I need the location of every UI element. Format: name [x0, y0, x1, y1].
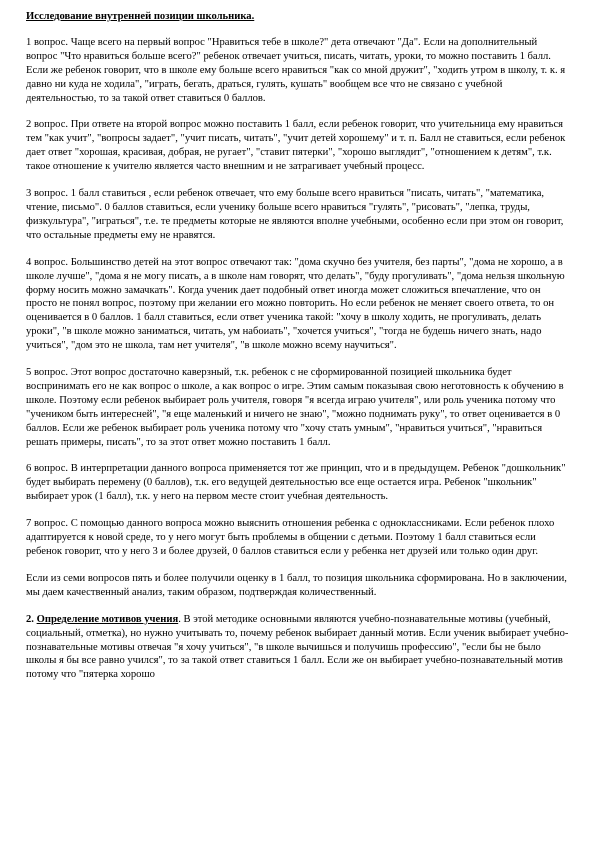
- section-2-number: 2.: [26, 613, 34, 625]
- paragraph-question-3: 3 вопрос. 1 балл ставиться , если ребенок отвечает, что ему больше всего нравиться "писать, читать", "математика, чтение, письмо". 0 баллов ставиться, если ученику больше всего нравиться "гулять", "рисовать", "лепка, труды, физкультура", "играться", т.е. те предметы которые не являются вполне учебными, особенно если при этом он говорит, что остальные предметы ему не нравятся.: [26, 188, 564, 241]
- paragraph-conclusion: Если из семи вопросов пять и более получили оценку в 1 балл, то позиция школьника сформирована. Но в заключении, мы даем качественный анализ, таким образом, подтверждая количественный.: [26, 572, 567, 598]
- section-2-heading: Определение мотивов учения: [36, 613, 179, 625]
- section-2-paragraph: [26, 613, 571, 683]
- document-title: Исследование внутренней позиции школьника.: [26, 11, 255, 22]
- paragraph-question-1: 1 вопрос. Чаще всего на первый вопрос "Нравиться тебе в школе?" дета отвечают "Да". Если на дополнительный вопрос "Что нравиться больше всего?" ребенок отвечает учиться, писать, читать, уроки, то можно поставить 1 балл. Если же ребенок говорит, что в школе ему больше всего нравиться "как со мной дружит", "ходить утром в школу, т. к. я давно ни куда не ходила", "играть, бегать, драться, гулять, кушать" вообщем все что не связано с учебной деятельностью, то за такой ответ ставиться 0 баллов.: [26, 36, 566, 104]
- document-page: [26, 10, 571, 682]
- paragraph-question-5: 5 вопрос. Этот вопрос достаточно каверзный, т.к. ребенок с не сформированной позицией школьника будет воспринимать его не как вопрос о школе, а как вопрос о игре. Этим самым показывая свою неготовность к обучению в школе. Поэтому если ребенок выбирает роль учителя, говоря "я всегда играю учителя", или роль ученика потому что "учеником быть интересней", "я еще маленький и ничего не знаю", "можно поднимать руку", то ответ оценивается в 0 баллов. Если же ребенок выбирает роль ученика потому что "хочу стать умным", "нравиться учиться", "нравиться решать примеры, писать", то за этот ответ можно поставить 1 балл.: [26, 367, 564, 448]
- paragraph-question-2: 2 вопрос. При ответе на второй вопрос можно поставить 1 балл, если ребенок говорит, что учительница ему нравиться тем "как учит", "вопросы задает", "учит писать, читать", "учит детей хорошему" и т. п. Балл не ставиться, если ребенок дает ответ "хорошая, красивая, добрая, не ругает", "ставит пятерки", "хорошо выглядит", "отношением к детям", т.к. такое отношение к учителю является часто внешним и не затрагивает учебный процесс.: [26, 119, 566, 173]
- section-2-text: . В этой методике основными являются учебно-познавательные мотивы (учебный, социальный, отметка), но нужно учитывать то, почему ребенок выбирает данный мотив. Если ученик выбирает учебно-познавательные мотивы отвечая "я хочу учиться", "в школе вычишься и получишь профессию", "если бы не было школы я бы все равно учился", то за такой ответ ставиться 1 балл. Если же он выбирает учебно-познавательный мотив потому что "пятерка хорошо: [26, 613, 569, 681]
- paragraph-question-6: 6 вопрос. В интерпретации данного вопроса применяется тот же принцип, что и в предыдущем. Ребенок "дошкольник" будет выбирать перемену (0 баллов), т.к. его ведущей деятельностью все еще остается игра. Ребенок "школьник" выбирает урок (1 балл), т.к. у него на первом месте стоит учебная деятельность.: [26, 463, 566, 503]
- paragraph-question-4: 4 вопрос. Большинство детей на этот вопрос отвечают так: "дома скучно без учителя, без парты", "дома не хорошо, а в школе лучше", "дома я не могу писать, а в школе нам говорят, что делать", "буду прогуливать", "дома нельзя школьную форму носить можно замачкать". Когда ученик дает подобный ответ иногда может сложиться впечатление, что он просто не понял вопрос, поэтому при желании его можно повторить. Но если ребенок не меняет своего ответа, то он оценивается в 0 баллов. 1 балл ставиться, если ответ ученика такой: "хочу в школу ходить, не прогуливать, делать уроки", "в школе можно заниматься, читать, ум набоиать", "хочется учиться", "тогда не будешь ничего знать, надо учиться", "дом это не школа, там нет учителя", "в школе можно всему научиться".: [26, 256, 565, 352]
- paragraph-question-7: 7 вопрос. С помощью данного вопроса можно выяснить отношения ребенка с одноклассниками. Если ребенок плохо адаптируется к новой среде, то у него могут быть проблемы в общении с детьми. Поэтому 1 балл ставиться если ребенок говорит, что у него 3 и более друзей, 0 баллов ставиться если у ребенка нет друзей или только один друг.: [26, 518, 555, 557]
